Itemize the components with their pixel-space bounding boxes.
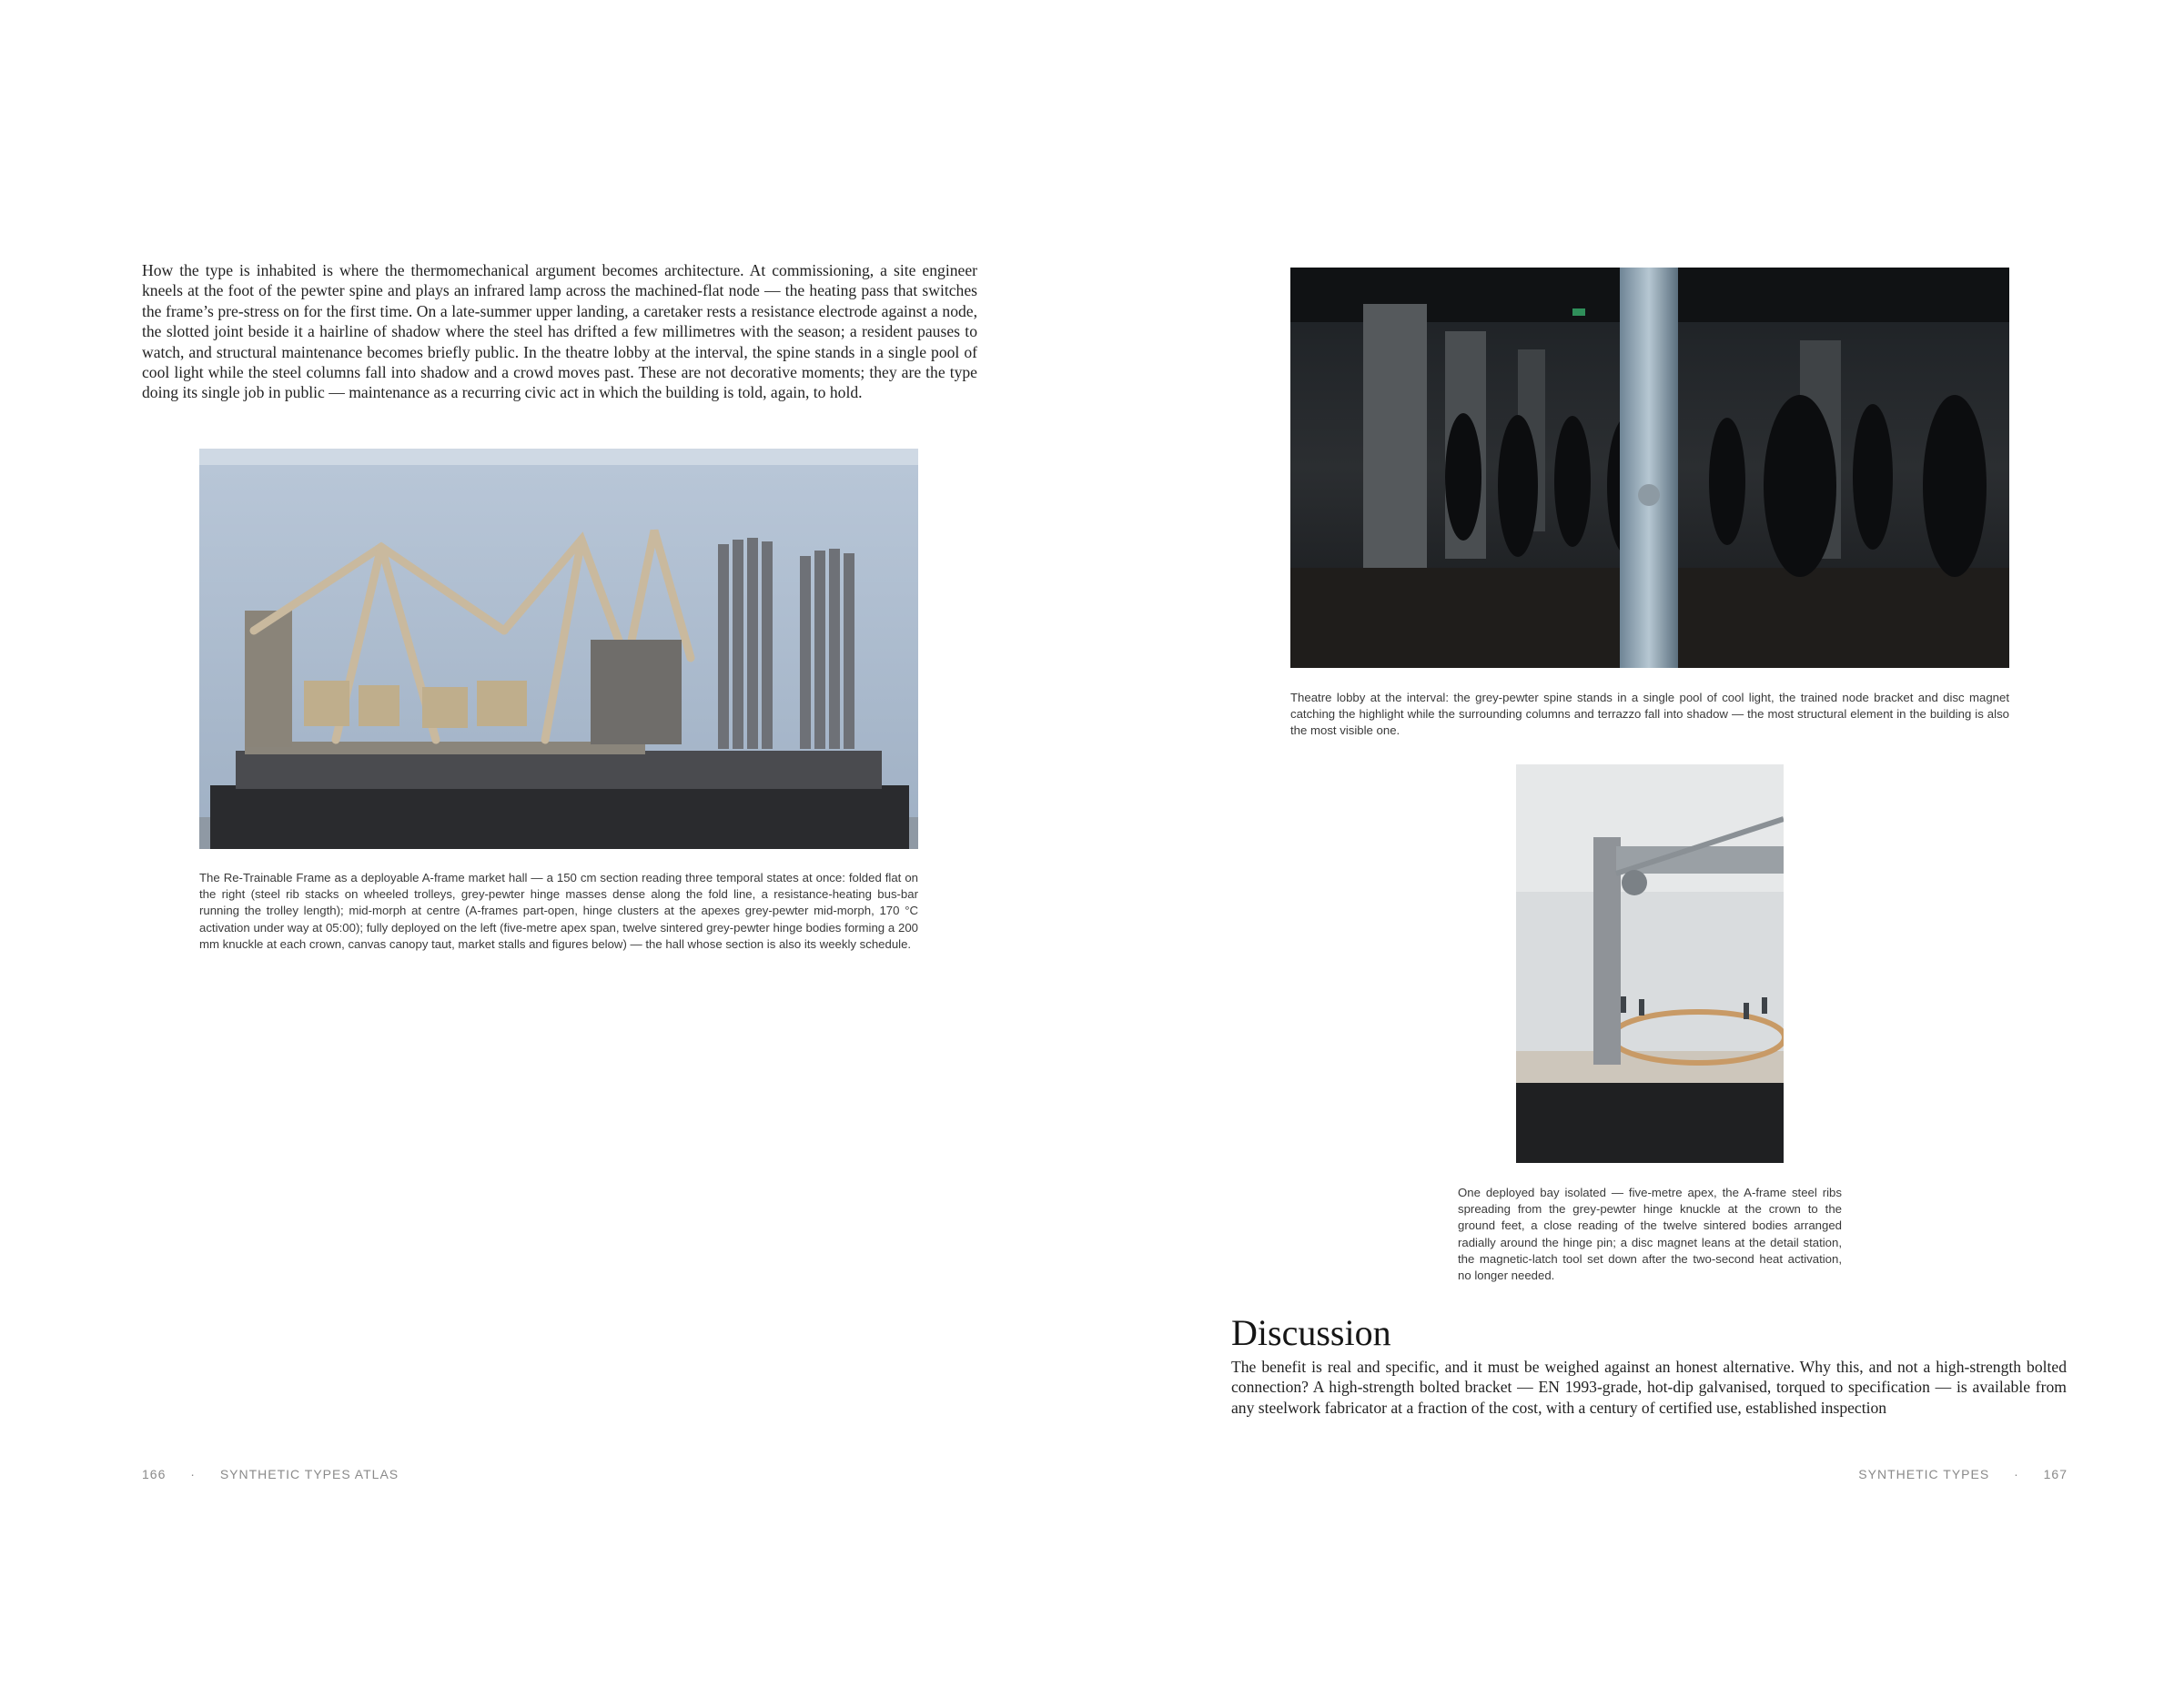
- folio-separator: ·: [2014, 1467, 2019, 1481]
- figure-caption: Theatre lobby at the interval: the grey-pewter spine stands in a single pool of cool light, the trained node bracket and disc magnet catching the highlight while the surrounding columns and terrazzo fall into shadow — the most structural element in the building is also the most visible one.: [1290, 691, 2009, 738]
- figure-caption: One deployed bay isolated — five-metre apex, the A-frame steel ribs spreading from the grey-pewter hinge knuckle at the crown to the ground feet, a close reading of the twelve sintered bodies arranged radially around the hinge pin; a disc magnet leans at the detail station, the magnetic-latch tool set down after the two-second heat activation, no longer needed.: [1458, 1186, 1842, 1283]
- folio-separator: ·: [190, 1467, 196, 1481]
- section-heading: Discussion: [1231, 1312, 1391, 1353]
- figure-caption: The Re-Trainable Frame as a deployable A-frame market hall — a 150 cm section reading three temporal states at once: folded flat on the right (steel rib stacks on wheeled trolleys, grey-pewter hinge masses dense along the fold line, a resistance-heating bus-bar running the trolley length); mid-morph at centre (A-frames part-open, hinge clusters at the apexes grey-pewter mid-morph, 170 °C activation under way at 05:00); fully deployed on the left (five-metre apex span, twelve sintered grey-pewter hinge bodies forming a 200 mm knuckle at each crown, canvas canopy taut, market stalls and figures below) — the hall whose section is also its weekly schedule.: [199, 871, 918, 951]
- body-paragraph: How the type is inhabited is where the thermomechanical argument becomes architecture. At commissioning, a site engineer kneels at the foot of the pewter spine and plays an infrared lamp across the machined-flat node — the heating pass that switches the frame’s pre-stress on for the first time. On a late-summer upper landing, a caretaker rests a resistance electrode against a node, the slotted joint beside it a hairline of shadow where the steel has drifted a few millimetres with the season; a resident pauses to watch, and structural maintenance becomes briefly public. In the theatre lobby at the interval, the spine stands in a single pool of cool light while the steel columns fall into shadow and a crowd moves past. These are not decorative moments; they are the type doing its single job in public — maintenance as a recurring civic act in which the building is told, again, to hold.: [142, 261, 977, 402]
- running-title: SYNTHETIC TYPES ATLAS: [219, 1467, 399, 1481]
- folio-right: [1858, 1467, 2068, 1481]
- page-number: 167: [2043, 1467, 2068, 1481]
- body-paragraph: The benefit is real and specific, and it must be weighed against an honest alternative. Why this, and not a high-strength bolted connection? A high-strength bolted bracket — EN 1993-grade, hot-dip galvanised, torqued to specification — is available from any steelwork fabricator at a fraction of the cost, with a century of certified use, established inspection: [1231, 1358, 2067, 1417]
- deployed-bay-model-photo: [1516, 764, 1784, 1163]
- theatre-lobby-photo: [1290, 268, 2009, 668]
- running-title: SYNTHETIC TYPES: [1858, 1467, 1990, 1481]
- market-hall-model-photo: [199, 449, 918, 849]
- page-number: 166: [142, 1467, 167, 1481]
- folio-left: [142, 1467, 399, 1481]
